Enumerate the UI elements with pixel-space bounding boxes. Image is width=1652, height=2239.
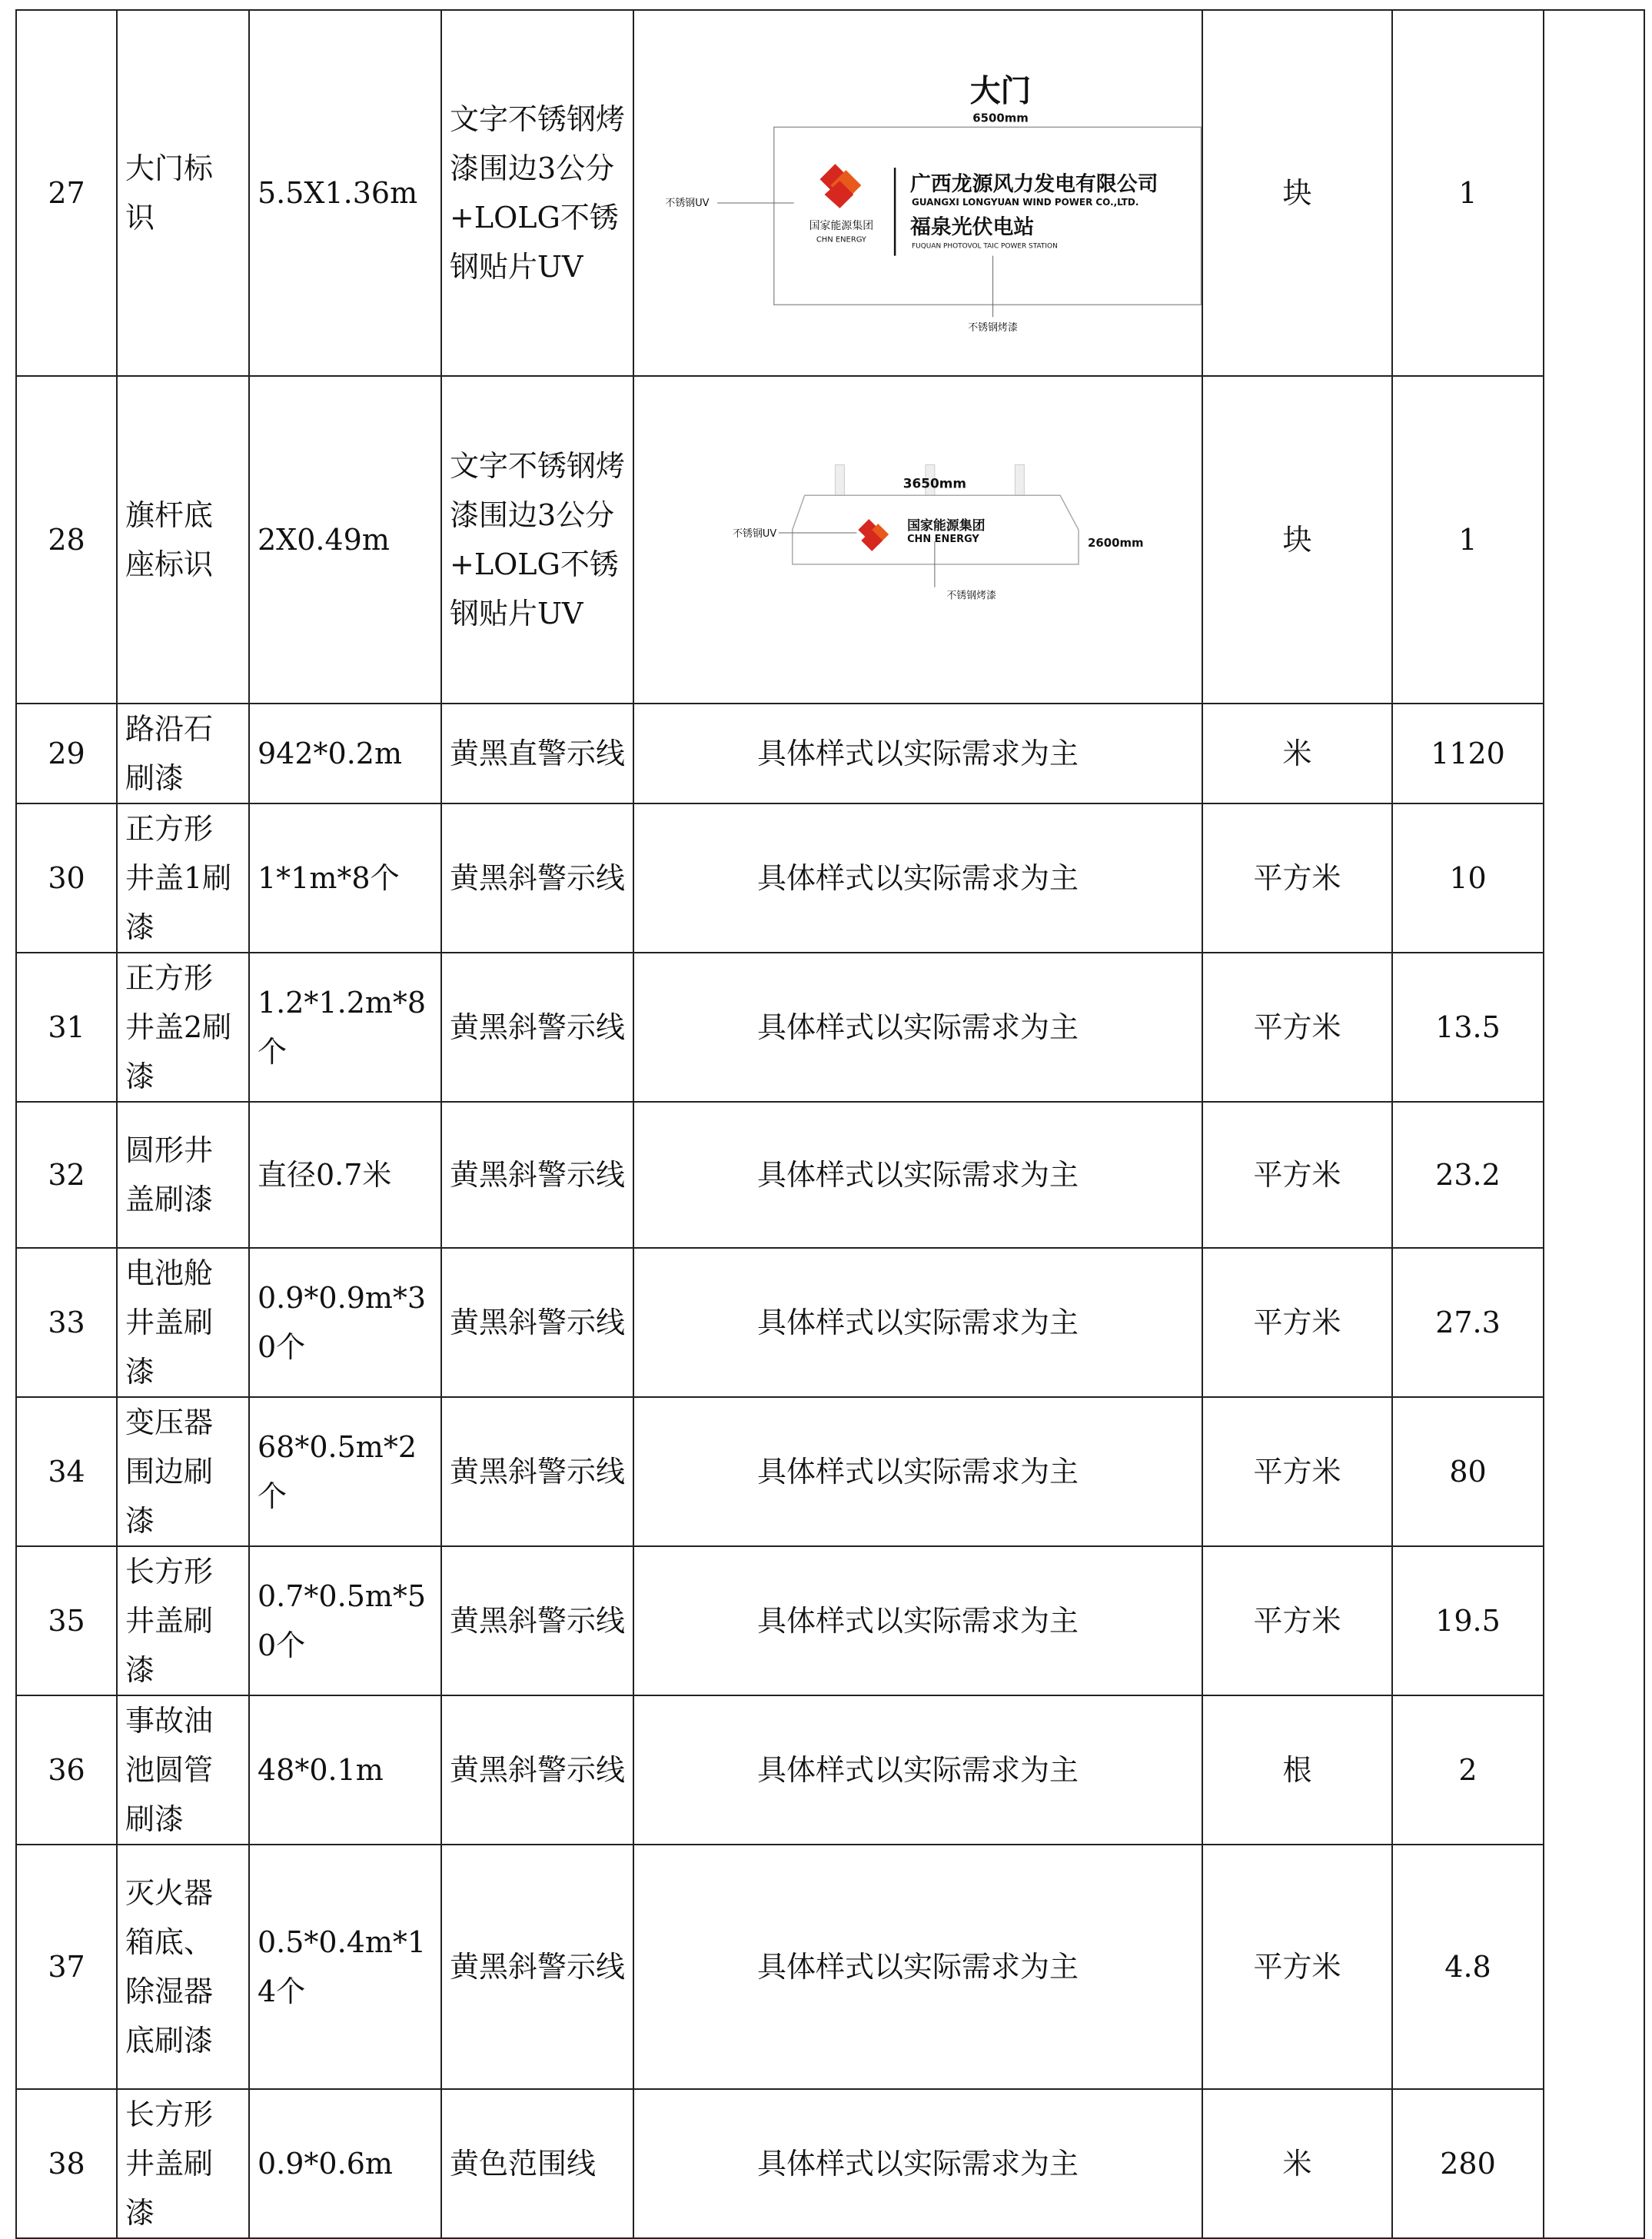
gate-left-note: 不锈钢UV: [665, 197, 710, 209]
cell-name: 大门标识: [117, 10, 249, 376]
cell-name: 圆形井盖刷漆: [117, 1102, 249, 1248]
cell-no: 38: [16, 2089, 117, 2238]
table-row: [16, 803, 1644, 953]
gate-title: 大门: [969, 73, 1032, 109]
cell-unit: 平方米: [1202, 1546, 1392, 1695]
cell-style: 具体样式以实际需求为主: [633, 1102, 1202, 1248]
cell-spec: 1.2*1.2m*8个: [249, 953, 441, 1102]
cell-qty: 23.2: [1392, 1102, 1544, 1248]
items-table: [15, 9, 1645, 2239]
cell-material: 文字不锈钢烤漆围边3公分+LOLG不锈钢贴片UV: [441, 376, 633, 704]
cell-no: 35: [16, 1546, 117, 1695]
gate-logo-cn: 国家能源集团: [809, 219, 874, 232]
cell-spec: 942*0.2m: [249, 704, 441, 803]
cell-spec: 1*1m*8个: [249, 803, 441, 953]
cell-name: 路沿石刷漆: [117, 704, 249, 803]
table-row: [16, 2089, 1644, 2238]
table-row: [16, 10, 1644, 376]
cell-name: 长方形井盖刷漆: [117, 1546, 249, 1695]
table-row: [16, 1248, 1644, 1397]
cell-qty: 80: [1392, 1397, 1544, 1546]
cell-unit: 块: [1202, 376, 1392, 704]
cell-spec: 0.7*0.5m*50个: [249, 1546, 441, 1695]
cell-spec: 2X0.49m: [249, 376, 441, 704]
flag-sign-drawing: [633, 376, 1202, 704]
cell-material: 黄黑斜警示线: [441, 1397, 633, 1546]
cell-unit: 根: [1202, 1695, 1392, 1845]
cell-no: 33: [16, 1248, 117, 1397]
cell-name: 正方形井盖2刷漆: [117, 953, 249, 1102]
gate-company-en: GUANGXI LONGYUAN WIND POWER CO.,LTD.: [912, 196, 1139, 208]
cell-style: 具体样式以实际需求为主: [633, 953, 1202, 1102]
cell-style: 具体样式以实际需求为主: [633, 1845, 1202, 2089]
cell-material: 黄黑斜警示线: [441, 1845, 633, 2089]
cell-no: 34: [16, 1397, 117, 1546]
cell-style: 具体样式以实际需求为主: [633, 1695, 1202, 1845]
cell-name: 长方形井盖刷漆: [117, 2089, 249, 2238]
cell-qty: 4.8: [1392, 1845, 1544, 2089]
cell-spec: 5.5X1.36m: [249, 10, 441, 376]
cell-name: 正方形井盖1刷漆: [117, 803, 249, 953]
flag-bottom-note: 不锈钢烤漆: [946, 590, 996, 602]
flag-depth-dim: 2600mm: [1087, 535, 1144, 550]
cell-unit: 平方米: [1202, 953, 1392, 1102]
cell-style: 具体样式以实际需求为主: [633, 1248, 1202, 1397]
cell-unit: 平方米: [1202, 1248, 1392, 1397]
gate-station-en: FUQUAN PHOTOVOL TAIC POWER STATION: [912, 242, 1058, 251]
cell-style: 具体样式以实际需求为主: [633, 2089, 1202, 2238]
table-row: [16, 704, 1644, 803]
cell-unit: 米: [1202, 704, 1392, 803]
cell-name: 电池舱井盖刷漆: [117, 1248, 249, 1397]
cell-qty: 10: [1392, 803, 1544, 953]
cell-spec: 48*0.1m: [249, 1695, 441, 1845]
table-row: [16, 1397, 1644, 1546]
cell-unit: 米: [1202, 2089, 1392, 2238]
chn-energy-logo-icon: [820, 164, 862, 208]
cell-spec: 0.9*0.6m: [249, 2089, 441, 2238]
cell-material: 黄黑斜警示线: [441, 1546, 633, 1695]
cell-qty: 1120: [1392, 704, 1544, 803]
table-row: [16, 376, 1644, 704]
cell-style: 具体样式以实际需求为主: [633, 1397, 1202, 1546]
cell-style: 具体样式以实际需求为主: [633, 803, 1202, 953]
flag-logo-cn: 国家能源集团: [907, 517, 986, 534]
cell-no: 29: [16, 704, 117, 803]
cell-unit: 平方米: [1202, 803, 1392, 953]
cell-material: 黄色范围线: [441, 2089, 633, 2238]
cell-qty: 27.3: [1392, 1248, 1544, 1397]
flag-left-note: 不锈钢UV: [733, 528, 777, 541]
cell-material: 黄黑斜警示线: [441, 1102, 633, 1248]
cell-material: 黄黑斜警示线: [441, 1248, 633, 1397]
cell-no: 32: [16, 1102, 117, 1248]
cell-spec: 0.9*0.9m*30个: [249, 1248, 441, 1397]
gate-width-dim: 6500mm: [972, 111, 1029, 125]
gate-station-cn: 福泉光伏电站: [910, 215, 1035, 239]
cell-material: 黄黑直警示线: [441, 704, 633, 803]
cell-unit: 平方米: [1202, 1845, 1392, 2089]
cell-unit: 平方米: [1202, 1102, 1392, 1248]
cell-no: 31: [16, 953, 117, 1102]
flag-logo-en: CHN ENERGY: [907, 533, 979, 545]
cell-name: 灭火器箱底、除湿器底刷漆: [117, 1845, 249, 2089]
table-row: [16, 1845, 1644, 2089]
table-row: [16, 1102, 1644, 1248]
gate-logo-en: CHN ENERGY: [816, 235, 867, 245]
cell-remark: [1544, 10, 1644, 2238]
cell-spec: 直径0.7米: [249, 1102, 441, 1248]
cell-unit: 平方米: [1202, 1397, 1392, 1546]
cell-qty: 13.5: [1392, 953, 1544, 1102]
table-row: [16, 953, 1644, 1102]
gate-sign-drawing: [633, 10, 1202, 376]
flag-width-dim: 3650mm: [902, 475, 967, 491]
cell-unit: 块: [1202, 10, 1392, 376]
cell-qty: 19.5: [1392, 1546, 1544, 1695]
cell-no: 37: [16, 1845, 117, 2089]
cell-spec: 68*0.5m*2个: [249, 1397, 441, 1546]
cell-name: 事故油池圆管刷漆: [117, 1695, 249, 1845]
chn-energy-logo-icon: [858, 519, 889, 551]
cell-qty: 1: [1392, 10, 1544, 376]
cell-name: 变压器围边刷漆: [117, 1397, 249, 1546]
cell-no: 30: [16, 803, 117, 953]
cell-material: 黄黑斜警示线: [441, 803, 633, 953]
cell-no: 28: [16, 376, 117, 704]
gate-bottom-note: 不锈钢烤漆: [968, 322, 1018, 334]
cell-material: 黄黑斜警示线: [441, 1695, 633, 1845]
cell-style: 具体样式以实际需求为主: [633, 1546, 1202, 1695]
cell-qty: 280: [1392, 2089, 1544, 2238]
gate-company-cn: 广西龙源风力发电有限公司: [910, 172, 1158, 197]
table-row: [16, 1695, 1644, 1845]
cell-style: 具体样式以实际需求为主: [633, 704, 1202, 803]
cell-name: 旗杆底座标识: [117, 376, 249, 704]
cell-material: 黄黑斜警示线: [441, 953, 633, 1102]
cell-no: 27: [16, 10, 117, 376]
cell-no: 36: [16, 1695, 117, 1845]
cell-spec: 0.5*0.4m*14个: [249, 1845, 441, 2089]
cell-qty: 1: [1392, 376, 1544, 704]
table-row: [16, 1546, 1644, 1695]
cell-material: 文字不锈钢烤漆围边3公分+LOLG不锈钢贴片UV: [441, 10, 633, 376]
cell-qty: 2: [1392, 1695, 1544, 1845]
